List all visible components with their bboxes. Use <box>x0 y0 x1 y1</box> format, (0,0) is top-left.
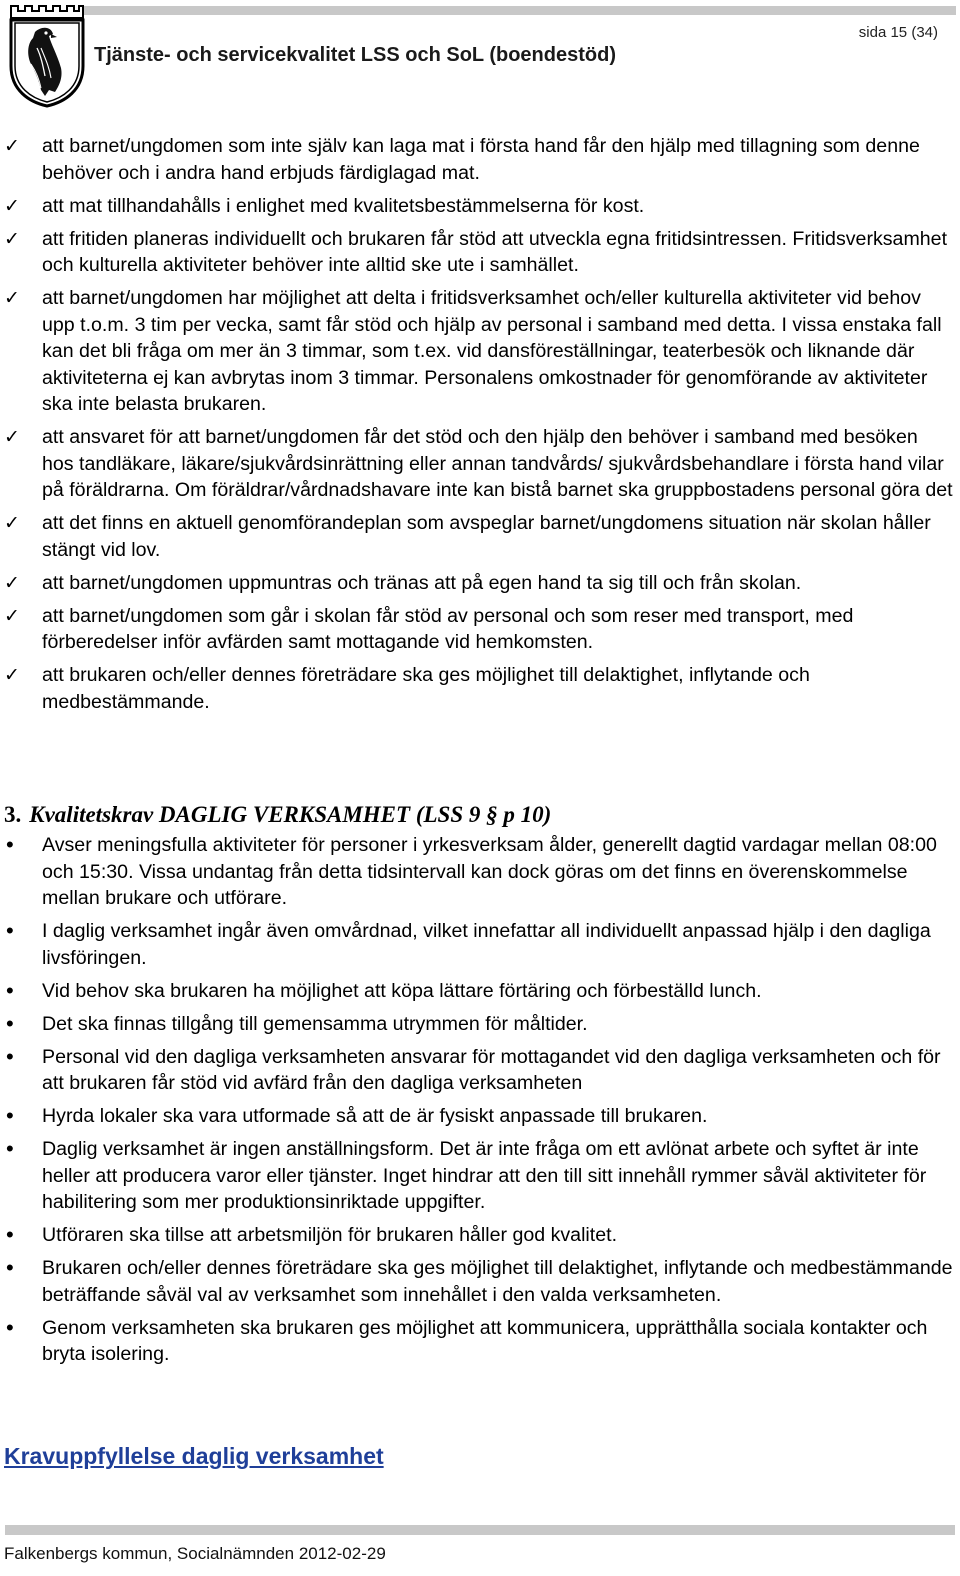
bullet-item-text: I daglig verksamhet ingår även omvårdnad, vilket innefattar all individuellt anpassad hjälp i den dagliga livsföringen. <box>42 920 931 969</box>
bullet-item <box>0 918 960 971</box>
bullet-item <box>0 1315 960 1368</box>
page-number: sida 15 (34) <box>858 24 938 41</box>
section-heading <box>4 802 551 828</box>
check-item-text: att fritiden planeras individuellt och brukaren får stöd att utveckla egna fritidsintressen. Fritidsverksamhet och kulturella aktiviteter behöver inte alltid ske ute i samhället. <box>42 227 948 276</box>
header-rule <box>84 6 956 15</box>
bullet-list <box>0 832 960 1368</box>
check-item <box>0 662 960 715</box>
bullet-item <box>0 832 960 912</box>
checkmark-icon: ✓ <box>4 135 20 157</box>
bullet-item-text: Genom verksamheten ska brukaren ges möjlighet att kommunicera, upprätthålla sociala kontakter och bryta isolering. <box>42 1316 928 1365</box>
bullet-icon: • <box>6 1314 14 1340</box>
footer-rule <box>5 1525 955 1535</box>
check-item-text: att brukaren och/eller dennes företrädare ska ges möjlighet till delaktighet, inflytande och medbestämmande. <box>42 664 810 713</box>
check-item-text: att mat tillhandahålls i enlighet med kvalitetsbestämmelserna för kost. <box>42 194 645 217</box>
checkmark-icon: ✓ <box>4 227 20 250</box>
checkmark-icon: ✓ <box>4 512 20 534</box>
section-heading-text: Kvalitetskrav DAGLIG VERKSAMHET (LSS 9 § p 10) <box>29 802 552 827</box>
check-item <box>0 133 960 186</box>
checkmark-icon: ✓ <box>4 571 20 594</box>
bullet-item <box>0 1044 960 1097</box>
bullet-item-text: Utföraren ska tillse att arbetsmiljön för brukaren håller god kvalitet. <box>42 1224 618 1246</box>
footer-text: Falkenbergs kommun, Socialnämnden 2012-02-29 <box>4 1544 386 1563</box>
check-item-text: att det finns en aktuell genomförandeplan som avspeglar barnet/ungdomens situation när skolan håller stängt vid lov. <box>42 512 931 561</box>
bullet-item <box>0 1011 960 1038</box>
bullet-item-text: Hyrda lokaler ska vara utformade så att de är fysiskt anpassade till brukaren. <box>42 1105 708 1127</box>
check-item <box>0 570 960 597</box>
check-item-text: att ansvaret för att barnet/ungdomen får det stöd och den hjälp den behöver i samband med besöken hos tandläkare, läkare/sjukvårdsinrättning eller annan tandvårds/ sjukvårdsbehandlare i första hand vilar på föräldrarna. Om föräldrar/vårdnadshavare inte kan bistå barnet ska gruppbostadens personal göra det <box>42 426 953 501</box>
bullet-icon: • <box>6 1255 14 1280</box>
check-item-text: att barnet/ungdomen har möjlighet att delta i fritidsverksamhet och/eller kulturella aktiviteter vid behov upp t.o.m. 3 tim per vecka, samt får stöd och hjälp av personal i samband med detta. I vissa enstaka fall kan det bli fråga om mer än 3 timmar, som t.ex. vid dansföreställningar, teaterbesök och liknande där aktiviteterna ej kan avbrytas inom 3 timmar. Personalens omkostnader för genomförande av aktiviteter ska inte belasta brukaren. <box>42 287 942 415</box>
check-item-text: att barnet/ungdomen som går i skolan får stöd av personal och som reser med transport, med förberedelser inför avfärden samt mottagande vid hemkomsten. <box>42 604 854 653</box>
bullet-icon: • <box>6 977 14 1003</box>
bullet-item <box>0 978 960 1005</box>
bullet-item-text: Vid behov ska brukaren ha möjlighet att köpa lättare förtäring och förbeställd lunch. <box>42 979 762 1002</box>
bullet-item <box>0 1103 960 1130</box>
bullet-item <box>0 1136 960 1216</box>
bullet-item-text: Personal vid den dagliga verksamheten ansvarar för mottagandet vid den dagliga verksamheten och för att brukaren får stöd vid avfärd från den dagliga verksamheten <box>42 1045 941 1094</box>
checkmark-icon: ✓ <box>4 604 20 627</box>
document-title: Tjänste- och servicekvalitet LSS och SoL (boendestöd) <box>94 44 616 66</box>
check-item <box>0 603 960 656</box>
check-item <box>0 193 960 220</box>
checkmark-icon: ✓ <box>4 426 20 448</box>
check-item <box>0 510 960 563</box>
bullet-icon: • <box>6 1103 14 1128</box>
bullet-item-text: Avser meningsfulla aktiviteter för personer i yrkesverksam ålder, generellt dagtid vardagar mellan 08:00 och 15:30. Vissa undantag från detta tidsintervall kan dock göras om det finns en överenskommelse mellan brukare och utförare. <box>42 834 937 909</box>
checkmark-icon: ✓ <box>4 664 20 686</box>
bullet-icon: • <box>6 1043 14 1069</box>
bullet-item-text: Det ska finnas tillgång till gemensamma utrymmen för måltider. <box>42 1012 588 1035</box>
bullet-item-text: Brukaren och/eller dennes företrädare ska ges möjlighet till delaktighet, inflytande och medbestämmande beträffande såväl val av verksamhet som innehållet i den valda verksamheten. <box>42 1257 953 1306</box>
checkmark-icon: ✓ <box>4 287 20 309</box>
check-item <box>0 226 960 279</box>
bullet-icon: • <box>6 1136 14 1161</box>
bullet-icon: • <box>6 1010 14 1036</box>
check-item <box>0 285 960 418</box>
bullet-icon: • <box>6 1222 14 1247</box>
checklist <box>0 133 960 715</box>
bullet-item <box>0 1255 960 1308</box>
check-item-text: att barnet/ungdomen som inte själv kan laga mat i första hand får den hjälp med tillagning som denne behöver och i andra hand erbjuds färdiglagad mat. <box>42 135 920 184</box>
check-item-text: att barnet/ungdomen uppmuntras och tränas att på egen hand ta sig till och från skolan. <box>42 571 802 594</box>
section-number: 3. <box>4 802 22 827</box>
bullet-icon: • <box>6 832 14 857</box>
bullet-icon: • <box>6 918 14 943</box>
bullet-item <box>0 1222 960 1249</box>
check-item <box>0 424 960 504</box>
crest-falcon-icon <box>5 4 85 108</box>
kravuppfyllelse-link[interactable]: Kravuppfyllelse daglig verksamhet <box>4 1443 384 1469</box>
checkmark-icon: ✓ <box>4 194 20 217</box>
bullet-item-text: Daglig verksamhet är ingen anställningsform. Det är inte fråga om ett avlönat arbete och syftet är inte heller att producera varor eller tjänster. Inget hindrar att den till sitt innehåll rymmer såväl aktiviteter för habilitering som mer produktionsinriktade uppgifter. <box>42 1138 927 1213</box>
